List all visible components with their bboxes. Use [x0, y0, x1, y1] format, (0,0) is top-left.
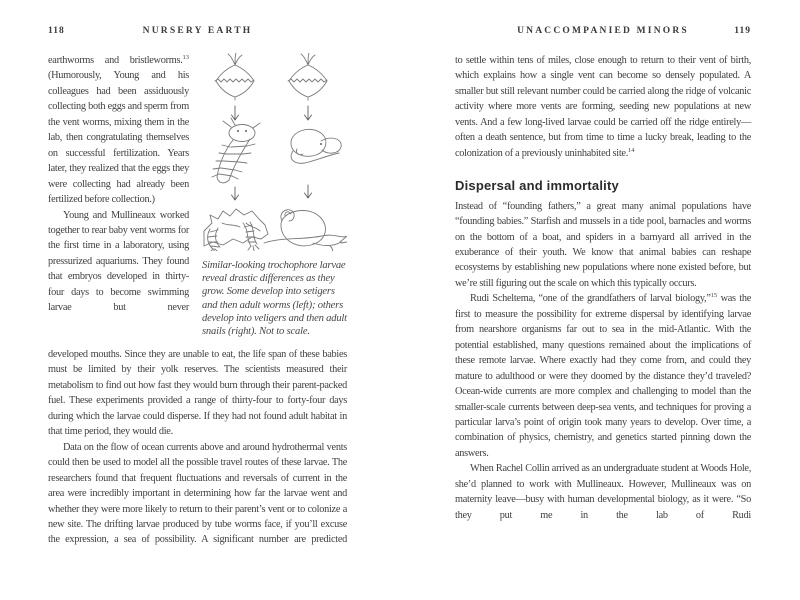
right-page-number: 119: [734, 26, 751, 36]
paragraph-text: (Humorously, Young and his colleagues had been assiduously collecting both eggs and sperm from the vent worms, mixing them in the lab, then congratulating themselves on successful fertilization. Years later, they realized that the eggs they were collecting had already been fertilized before collection.): [48, 70, 189, 206]
left-page: [48, 26, 347, 548]
paragraph: Data on the flow of ocean currents above and around hydrothermal vents could then be used to model all the possible travel routes of these larvae. The researchers found that frequent fluctuations and reversals of current in the area were incredibly important in determining how far the larvae went and whether they were more likely to return to their parent’s vent or to colonize a new site. The drifting larvae produced by tube worms face, if you’ll excuse the expression, a sea of possibility. A significant number are predicted: [48, 441, 347, 546]
footnote-ref-14: 14: [628, 146, 635, 154]
left-narrow-column: [48, 53, 189, 347]
right-page-header: [455, 26, 751, 39]
right-running-head: UNACCOMPANIED MINORS: [517, 26, 689, 36]
left-page-number: 118: [48, 26, 65, 36]
paragraph: [455, 53, 751, 161]
right-page: [455, 26, 751, 523]
footnote-ref-15: 15: [710, 292, 718, 300]
veliger-larva-icon: [291, 129, 341, 163]
larval-development-illustration: [202, 53, 347, 251]
paragraph: [455, 291, 751, 461]
paragraph: developed mouths. Since they are unable to eat, the life span of these babies must be limited by their yolk reserves. The scientists measured their metabolism to find out how fast they would burn through their parent-packed fuel. These experiments provided a range of thirty-four to forty-four days during which the larvae could disperse. If they had not found adult habitat in that time period, they would die.: [48, 349, 347, 438]
text-and-figure-row: [48, 53, 347, 347]
left-fullwidth-text: [48, 347, 347, 548]
section-heading: Dispersal and immortality: [455, 178, 619, 194]
down-arrow-icon: [305, 185, 312, 198]
adult-snail-icon: [264, 210, 347, 251]
down-arrow-icon: [305, 106, 312, 120]
paragraph-text: to settle within tens of miles, close enough to return to their vent of birth, which explains how a single vent can become so densely populated. A smaller but still relevant number could be carried along the ridge of volcanic activity where more vents are forming, seeding new populations at new vents. And a few long-lived larvae could be carried off the ridge entirely—often a death sentence, but from time to time a lucky break, leading to the colonization of a previously uninhabited site.: [455, 55, 751, 159]
figure-caption: Similar-looking trochophore larvae reveal drastic differences as they grow. Some develop into setigers and then adult worms (left); others develop into veligers and then adult snails (right). Not to scale.: [202, 260, 347, 338]
footnote-ref-13: 13: [182, 54, 189, 61]
paragraph: [48, 53, 189, 208]
left-page-header: [48, 26, 347, 39]
paragraph-text: was the first to measure the possibility for extreme dispersal by identifying larvae from nearshore organisms far out to sea in the mid-Atlantic. With the potential established, many questions remained about the implications of these remote larvae. Where exactly had they come from, and could they mature to adulthood or were they doomed by the distance they’d traveled? Ocean-wide currents are more complex and challenging to model than the smaller-scale currents between deep-sea vents, and techniques for proving a particular larva’s point of origin took many years to develop. Over time, a combination of physics, chemistry, and genetics started pinning down the answers.: [455, 293, 751, 459]
figure-column: [202, 53, 347, 347]
down-arrow-icon: [232, 106, 239, 120]
paragraph-text: earthworms and bristleworms.: [48, 55, 183, 66]
paragraph: When Rachel Collin arrived as an undergraduate student at Woods Hole, she’d planned to work with Mullineaux. However, Mullineaux was on maternity leave—busy with human developmental biology, as it were. “So they put me in the lab of Rudi: [455, 463, 751, 521]
right-page-text: [455, 53, 751, 523]
down-arrow-icon: [232, 187, 239, 200]
trochophore-larva-left-icon: [215, 53, 254, 100]
paragraph-text: Rudi Scheltema, “one of the grandfathers of larval biology,”: [470, 293, 711, 305]
adult-worm-icon: [204, 209, 268, 251]
setiger-larva-icon: [212, 118, 260, 183]
trochophore-larva-right-icon: [288, 53, 327, 100]
left-running-head: NURSERY EARTH: [142, 26, 253, 36]
paragraph: Instead of “founding fathers,” a great many animal populations have “founding babies.” Starfish and mussels in a tide pool, barnacles and worms on the bottom of a boat, and spiders in a barnyard all arrived in the exuberance of their youth. We know that animal babies can reshape ecosystems by establishing new populations where none existed before, but we’re still figuring out the scale on which this typically occurs.: [455, 200, 751, 289]
paragraph: Young and Mullineaux worked together to rear baby vent worms for the first time in a laboratory, using pressurized aquariums. They found that embryos developed in thirty-four days to become swimming larvae but never: [48, 209, 189, 314]
